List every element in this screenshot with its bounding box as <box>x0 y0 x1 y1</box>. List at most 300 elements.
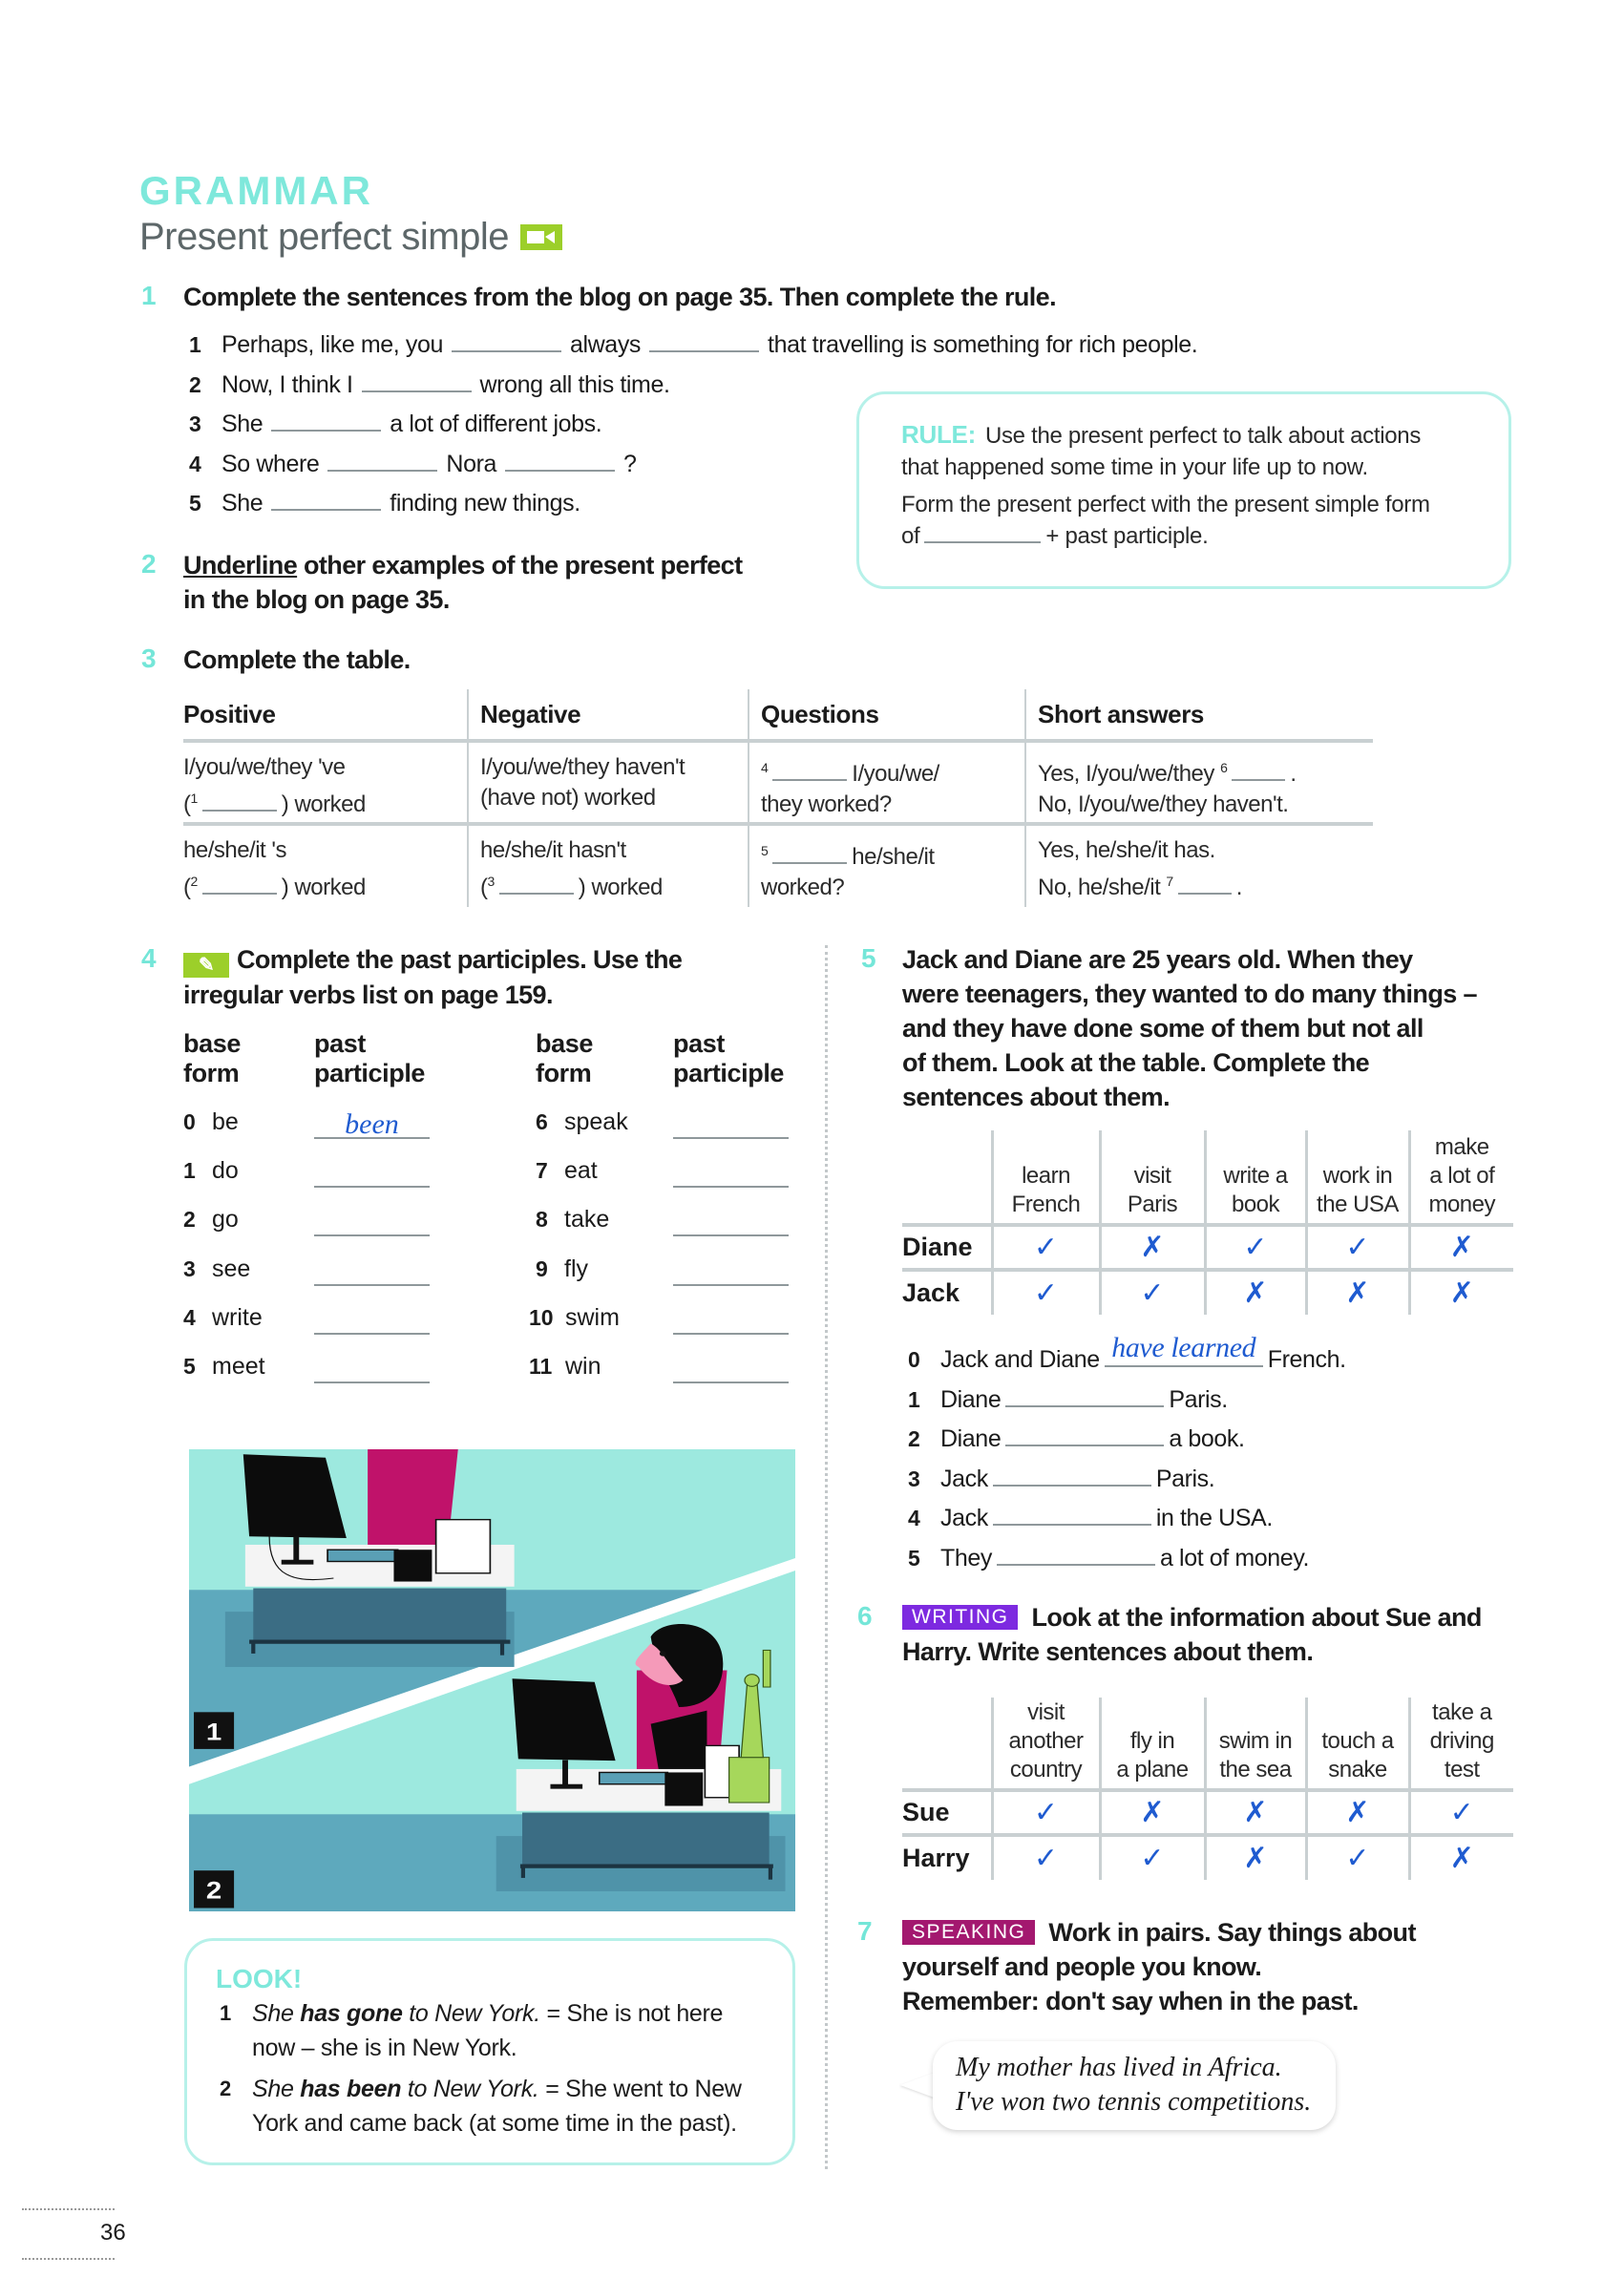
base-form: meet <box>212 1353 265 1380</box>
base-form: win <box>565 1353 601 1380</box>
sue-harry-table <box>902 1698 1513 1880</box>
header-line: learn <box>1022 1163 1070 1189</box>
activity-header <box>1306 1698 1409 1790</box>
sentence-end: Paris. <box>1169 1385 1228 1413</box>
text-segment: he/she/it <box>852 844 935 870</box>
header-line: country <box>1009 1757 1083 1782</box>
verb-row <box>183 1108 239 1136</box>
answer-blank[interactable] <box>772 841 847 864</box>
column-header: Positive <box>183 689 468 741</box>
column-header-base <box>536 1029 593 1088</box>
header-line: driving <box>1429 1728 1494 1754</box>
text-segment: wrong all this time. <box>479 370 670 398</box>
check-mark-icon: ✓ <box>1205 1225 1306 1270</box>
verb-number: 3 <box>183 1255 196 1281</box>
past-participle-blank[interactable] <box>673 1257 789 1286</box>
activity-header <box>1306 1130 1409 1225</box>
rule-line: Form the present perfect with the present simple form <box>901 492 1430 517</box>
text-segment: to New York. <box>402 2000 540 2027</box>
table-row <box>902 1835 1513 1880</box>
column-header-base <box>183 1029 241 1088</box>
base-form: see <box>212 1255 251 1282</box>
text-segment: ( <box>480 875 488 900</box>
exercise-4-number: 4 <box>141 943 157 973</box>
past-participle-blank[interactable] <box>673 1159 789 1188</box>
header-word: past <box>673 1029 725 1058</box>
header-line: touch a <box>1321 1728 1394 1754</box>
activity-header <box>1205 1698 1306 1790</box>
instruction-text: Harry. Write sentences about them. <box>902 1637 1314 1666</box>
rule-blank[interactable] <box>924 520 1041 543</box>
answer-blank[interactable] <box>327 448 437 472</box>
text-segment: So where <box>221 450 320 477</box>
text-segment: ) worked <box>281 791 366 817</box>
cross-mark-icon: ✗ <box>1409 1270 1513 1315</box>
answer-blank[interactable] <box>993 1463 1151 1487</box>
answer-blank[interactable] <box>505 448 615 472</box>
header-line: write a <box>1223 1163 1288 1189</box>
header-line: visit <box>1027 1699 1065 1725</box>
base-form: write <box>212 1303 263 1331</box>
dotted-rule <box>22 2208 115 2210</box>
person-name: Diane <box>902 1225 992 1270</box>
base-form: eat <box>564 1157 598 1185</box>
cell-line <box>183 783 467 820</box>
answer-blank[interactable] <box>499 872 574 895</box>
base-form: swim <box>565 1303 620 1331</box>
item-number: 5 <box>908 1545 920 1571</box>
look-title: LOOK! <box>216 1964 303 1993</box>
instruction-text: Remember: don't say when in the past. <box>902 1987 1359 2015</box>
text-segment: She <box>221 490 264 517</box>
answer-blank[interactable] <box>1105 1331 1263 1367</box>
header-word: participle <box>673 1059 785 1087</box>
sentence-item <box>908 1539 1346 1579</box>
sentence-end: a lot of money. <box>1159 1544 1310 1571</box>
table-cell <box>468 824 749 907</box>
table-cell <box>1025 824 1373 907</box>
check-mark-icon: ✓ <box>992 1225 1100 1270</box>
text-segment: always <box>570 331 642 358</box>
look-box <box>184 1938 795 2165</box>
table-cell <box>183 741 468 824</box>
answer-blank[interactable] <box>271 487 381 511</box>
item-number: 4 <box>908 1506 920 1530</box>
rule-line: of <box>901 523 920 549</box>
exercise-3-instruction: Complete the table. <box>183 645 411 674</box>
sentence-item <box>908 1381 1346 1421</box>
past-participle-blank[interactable] <box>314 1208 430 1236</box>
base-form: go <box>212 1206 239 1234</box>
header-word: form <box>183 1059 240 1087</box>
section-heading: GRAMMAR <box>139 168 373 213</box>
exercise-1-instruction: Complete the sentences from the blog on page 35. Then complete the rule. <box>183 283 1056 311</box>
exercise-5-instruction <box>902 942 1477 1114</box>
past-participle-blank[interactable] <box>673 1208 789 1236</box>
speech-bubble <box>933 2041 1336 2130</box>
base-form: take <box>564 1206 610 1234</box>
text-segment: a lot of different jobs. <box>390 411 602 437</box>
cross-mark-icon: ✗ <box>1205 1270 1306 1315</box>
superscript-number: 4 <box>761 760 769 775</box>
handwritten-answer: have learned <box>1111 1331 1256 1363</box>
cell-line <box>480 866 748 903</box>
cell-line <box>1038 835 1373 866</box>
cross-mark-icon: ✗ <box>1409 1225 1513 1270</box>
text-segment: Yes, I/you/we/they <box>1038 761 1221 787</box>
instruction-line: were teenagers, they wanted to do many things – <box>902 980 1477 1008</box>
instruction-text: Work in pairs. Say things about <box>1048 1918 1416 1947</box>
past-participle-blank[interactable] <box>314 1306 430 1335</box>
text-segment: I/you/we/they haven't <box>480 754 685 780</box>
exercise-7-instruction <box>902 1915 1416 2018</box>
text-segment: No, I/you/we/they haven't. <box>1038 791 1289 817</box>
exercise-6-number: 6 <box>857 1601 873 1631</box>
writing-badge: WRITING <box>902 1605 1018 1630</box>
verb-row <box>183 1353 265 1381</box>
header-line: the USA <box>1317 1192 1399 1217</box>
column-header: Negative <box>468 689 749 741</box>
text-segment: . <box>1290 761 1297 787</box>
video-icon[interactable] <box>520 224 562 250</box>
exercise-3-number: 3 <box>141 643 157 673</box>
superscript-number: 2 <box>190 874 198 889</box>
rule-line: that happened some time in your life up to now. <box>901 454 1368 480</box>
look-line: now – she is in New York. <box>252 2035 517 2061</box>
jack-diane-table <box>902 1130 1513 1315</box>
verb-row <box>183 1157 239 1185</box>
cell-line <box>761 873 1024 903</box>
text-segment: = She is not here <box>539 2000 724 2027</box>
verb-number: 7 <box>536 1158 548 1184</box>
sentence-start: They <box>940 1544 992 1571</box>
answer-blank[interactable] <box>997 1542 1155 1566</box>
table-row <box>902 1790 1513 1835</box>
base-form: do <box>212 1157 239 1185</box>
verb-row <box>529 1353 601 1381</box>
column-header-participle <box>673 1029 784 1088</box>
text-segment: I/you/we/ <box>852 761 939 787</box>
cross-mark-icon: ✗ <box>1100 1225 1205 1270</box>
text-segment: finding new things. <box>390 490 580 517</box>
cell-line <box>761 752 1024 790</box>
empty-header <box>902 1698 992 1790</box>
verb-row <box>536 1206 609 1234</box>
table-cell <box>468 741 749 824</box>
verb-number: 0 <box>183 1109 196 1134</box>
person-name: Sue <box>902 1790 992 1835</box>
pencil-icon: ✎ <box>183 953 229 978</box>
grammar-table <box>183 689 1373 907</box>
item-number: 3 <box>908 1466 920 1491</box>
sentence-end: French. <box>1267 1346 1346 1373</box>
verb-number: 4 <box>183 1304 196 1330</box>
column-divider <box>825 945 828 2169</box>
header-line: snake <box>1328 1757 1387 1782</box>
header-word: form <box>536 1059 592 1087</box>
look-line <box>252 1996 723 2031</box>
verb-number: 9 <box>536 1255 548 1281</box>
text-segment: they worked? <box>761 791 892 817</box>
sentence-start: Jack <box>940 1465 988 1492</box>
column-header: Questions <box>749 689 1025 741</box>
text-segment: She <box>221 411 264 437</box>
header-word: base <box>183 1029 241 1058</box>
activity-header <box>1409 1130 1513 1225</box>
superscript-number: 6 <box>1220 760 1228 775</box>
activity-header <box>1100 1698 1205 1790</box>
header-line: work in <box>1322 1163 1393 1189</box>
rule-box <box>856 391 1511 589</box>
text-segment: ) worked <box>281 875 366 900</box>
answer-blank[interactable] <box>271 408 381 432</box>
text-segment: worked? <box>761 875 845 900</box>
table-cell <box>749 741 1025 824</box>
sentence-start: Jack and Diane <box>940 1346 1100 1373</box>
dotted-rule <box>22 2258 115 2260</box>
text-segment: ? <box>623 450 637 477</box>
instruction-text: yourself and people you know. <box>902 1952 1262 1981</box>
cross-mark-icon: ✗ <box>1100 1790 1205 1835</box>
page-title <box>139 216 562 259</box>
verb-row <box>183 1304 263 1332</box>
table-header-row <box>902 1130 1513 1225</box>
superscript-number: 3 <box>487 874 495 889</box>
header-line: money <box>1428 1192 1496 1217</box>
exercise-1-number: 1 <box>141 281 157 310</box>
answer-blank[interactable] <box>1005 1423 1164 1446</box>
item-number: 4 <box>189 451 201 476</box>
cross-mark-icon: ✗ <box>1306 1270 1409 1315</box>
table-row <box>183 741 1373 824</box>
past-participle-blank[interactable] <box>673 1110 789 1139</box>
header-word: past <box>314 1029 366 1058</box>
cell-line <box>480 835 748 866</box>
table-row <box>902 1270 1513 1315</box>
sentence-item <box>908 1460 1346 1500</box>
base-form: fly <box>564 1255 588 1282</box>
past-participle-blank[interactable] <box>314 1159 430 1188</box>
activity-header <box>1100 1130 1205 1225</box>
instruction-text: in the blog on page 35. <box>183 585 450 614</box>
check-mark-icon: ✓ <box>1409 1790 1513 1835</box>
verb-number: 2 <box>183 1207 196 1233</box>
answer-blank[interactable] <box>452 328 561 352</box>
text-segment: to New York. <box>401 2076 539 2102</box>
text-segment: I/you/we/they 've <box>183 754 346 780</box>
text-segment: Perhaps, like me, you <box>221 331 443 358</box>
header-line: test <box>1444 1757 1480 1782</box>
speech-bubble-tail <box>900 2072 937 2099</box>
look-line: York and came back (at some time in the past). <box>252 2110 737 2137</box>
verb-number: 8 <box>536 1207 548 1233</box>
header-line: make <box>1434 1134 1489 1160</box>
exercise-7-number: 7 <box>857 1916 873 1946</box>
instruction-line: of them. Look at the table. Complete the <box>902 1048 1370 1077</box>
table-header-row <box>902 1698 1513 1790</box>
check-mark-icon: ✓ <box>1100 1270 1205 1315</box>
item-number: 0 <box>908 1347 920 1372</box>
instruction-line: and they have done some of them but not all <box>902 1014 1424 1043</box>
text-segment: Nora <box>446 450 497 477</box>
past-participle-blank[interactable] <box>673 1355 789 1383</box>
look-line <box>252 2072 742 2106</box>
verb-row <box>529 1304 620 1332</box>
verb-number: 6 <box>536 1109 548 1134</box>
look-item <box>220 1996 723 2065</box>
header-line: Paris <box>1127 1192 1178 1217</box>
instruction-line: sentences about them. <box>902 1083 1170 1111</box>
past-participle-blank[interactable] <box>673 1306 789 1335</box>
answer-blank[interactable] <box>1178 872 1232 895</box>
check-mark-icon: ✓ <box>1100 1835 1205 1880</box>
verb-row <box>536 1255 588 1283</box>
item-number: 2 <box>189 371 201 397</box>
text-segment: = She went to New <box>538 2076 742 2102</box>
text-segment: that travelling is something for rich people. <box>768 331 1198 358</box>
exercise-4-instruction <box>183 942 682 1012</box>
cell-line <box>480 783 748 813</box>
header-line: the sea <box>1219 1757 1292 1782</box>
column-header-participle <box>314 1029 425 1088</box>
text-segment: he/she/it hasn't <box>480 837 626 863</box>
cell-line <box>761 790 1024 820</box>
verb-number: 5 <box>183 1354 196 1379</box>
text-segment: ( <box>183 875 191 900</box>
look-item <box>220 2072 742 2141</box>
cross-mark-icon: ✗ <box>1205 1790 1306 1835</box>
answer-blank[interactable] <box>362 369 472 392</box>
text-segment: (have not) worked <box>480 785 656 811</box>
header-word: base <box>536 1029 593 1058</box>
table-row <box>183 824 1373 907</box>
empty-header <box>902 1130 992 1225</box>
text-segment: She <box>252 2076 301 2102</box>
verb-row <box>183 1255 250 1283</box>
instruction-text: Complete the past participles. Use the <box>237 945 683 974</box>
base-form: speak <box>564 1108 628 1135</box>
header-line: book <box>1231 1192 1280 1217</box>
cross-mark-icon: ✗ <box>1205 1835 1306 1880</box>
text-segment: Yes, he/she/it has. <box>1038 837 1215 863</box>
speaking-badge: SPEAKING <box>902 1920 1035 1945</box>
answer-blank[interactable] <box>1232 758 1285 781</box>
sentence-start: Diane <box>940 1425 1002 1452</box>
activity-header <box>1205 1130 1306 1225</box>
text-segment: Now, I think I <box>221 370 353 398</box>
instruction-line: Jack and Diane are 25 years old. When they <box>902 945 1413 974</box>
header-line: swim in <box>1218 1728 1293 1754</box>
instruction-text: Look at the information about Sue and <box>1031 1603 1482 1632</box>
item-text <box>221 448 637 478</box>
table-row <box>902 1225 1513 1270</box>
cell-line <box>183 752 467 783</box>
cross-mark-icon: ✗ <box>1409 1835 1513 1880</box>
verb-row <box>536 1157 598 1185</box>
answer-blank[interactable] <box>202 789 277 812</box>
activity-header <box>992 1130 1100 1225</box>
rule-line: + past participle. <box>1045 523 1209 549</box>
check-mark-icon: ✓ <box>992 1790 1100 1835</box>
past-participle-blank[interactable] <box>314 1110 430 1139</box>
check-mark-icon: ✓ <box>1306 1225 1409 1270</box>
past-participle-blank[interactable] <box>314 1257 430 1286</box>
verb-number: 1 <box>183 1158 196 1184</box>
bubble-line: My mother has lived in Africa. <box>956 2053 1282 2082</box>
item-text <box>221 328 1197 359</box>
header-line: visit <box>1133 1163 1171 1189</box>
cell-line <box>183 866 467 903</box>
page-title-text: Present perfect simple <box>139 216 509 258</box>
verb-row <box>183 1206 239 1234</box>
statue-pedestal <box>729 1758 770 1803</box>
header-line: a lot of <box>1429 1163 1495 1189</box>
check-mark-icon: ✓ <box>992 1270 1100 1315</box>
item-number: 1 <box>189 332 201 357</box>
answer-blank[interactable] <box>202 872 277 895</box>
item-text <box>221 408 601 438</box>
superscript-number: 1 <box>190 791 198 806</box>
answer-blank[interactable] <box>993 1502 1151 1526</box>
cell-line <box>183 835 467 866</box>
activity-header <box>1409 1698 1513 1790</box>
text-segment: ) worked <box>578 875 663 900</box>
sentence-item <box>908 1499 1346 1539</box>
sentence-item <box>189 328 1197 369</box>
table-cell <box>1025 741 1373 824</box>
item-number: 1 <box>220 2001 231 2025</box>
look-item-text <box>252 2072 742 2141</box>
superscript-number: 5 <box>761 843 769 858</box>
bubble-line: I've won two tennis competitions. <box>956 2087 1312 2117</box>
cross-mark-icon: ✗ <box>1306 1790 1409 1835</box>
handwritten-answer: been <box>345 1108 399 1140</box>
item-number: 2 <box>908 1426 920 1451</box>
underline-word: Underline <box>183 551 298 580</box>
instruction-text: irregular verbs list on page 159. <box>183 981 553 1009</box>
activity-header <box>992 1698 1100 1790</box>
item-number: 2 <box>220 2077 231 2100</box>
cell-line <box>480 752 748 783</box>
instruction-text: other examples of the present perfect <box>297 551 743 580</box>
exercise-5-number: 5 <box>861 943 876 973</box>
person-name: Jack <box>902 1278 960 1307</box>
panel-label-2: 2 <box>205 1877 222 1905</box>
panel-label-1: 1 <box>205 1718 222 1745</box>
text-segment: . <box>1235 875 1242 900</box>
table-cell <box>183 824 468 907</box>
text-segment: has been <box>300 2076 402 2102</box>
text-segment: She <box>252 2000 301 2027</box>
past-participle-blank[interactable] <box>314 1355 430 1383</box>
office-illustration <box>189 1449 795 1911</box>
item-number: 3 <box>189 411 201 436</box>
cell-line <box>1038 790 1373 820</box>
answer-blank[interactable] <box>772 758 847 781</box>
page-number: 36 <box>100 2220 126 2246</box>
sentence-end: a book. <box>1169 1425 1245 1452</box>
sentence-end: in the USA. <box>1155 1505 1273 1531</box>
base-form: be <box>212 1108 239 1135</box>
text-segment: has gone <box>300 2000 403 2027</box>
item-number: 1 <box>908 1386 920 1412</box>
check-mark-icon: ✓ <box>992 1835 1100 1880</box>
answer-blank[interactable] <box>649 328 759 352</box>
table-cell <box>749 824 1025 907</box>
text-segment: ( <box>183 791 191 817</box>
column-header: Short answers <box>1025 689 1373 741</box>
answer-blank[interactable] <box>1005 1383 1164 1407</box>
